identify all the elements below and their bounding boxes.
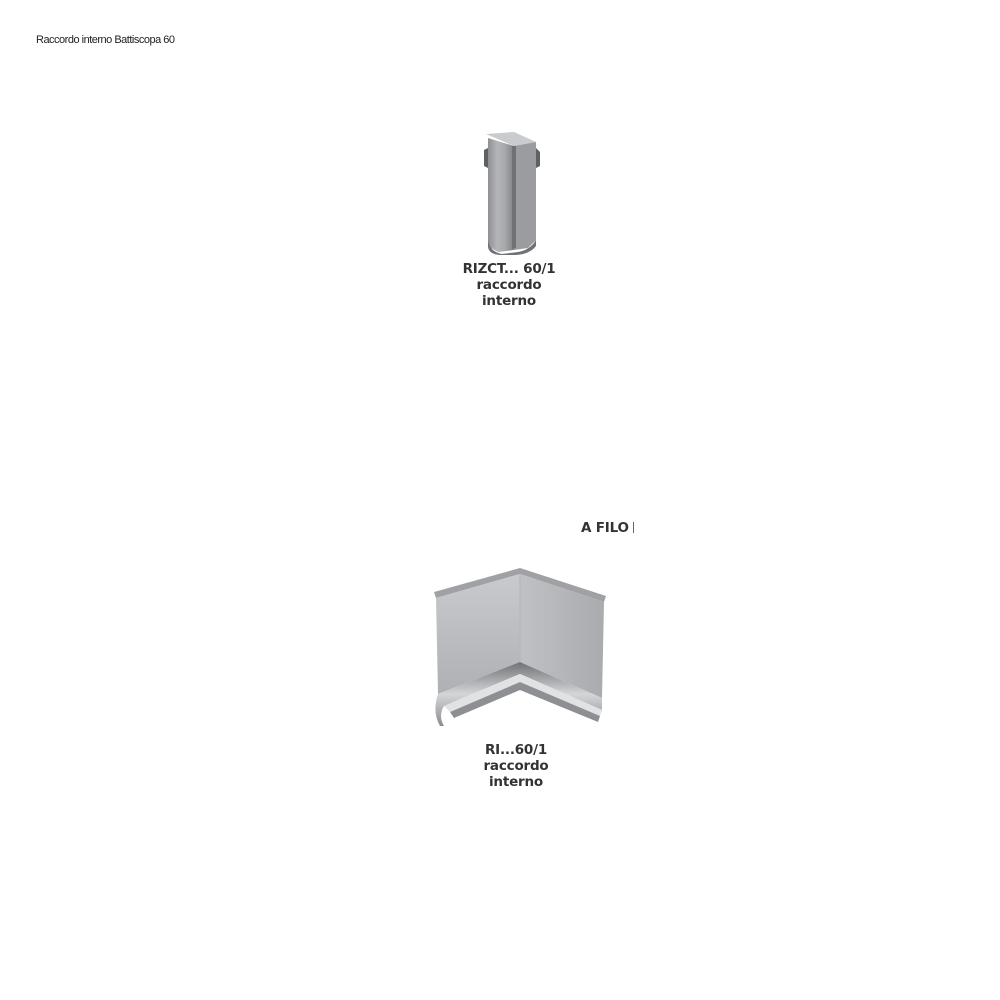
- product-image-rizct: [478, 128, 544, 256]
- page-title: Raccordo interno Battiscopa 60: [36, 34, 175, 46]
- product-image-ri: [430, 566, 610, 738]
- product-description-line1: raccordo: [483, 758, 549, 774]
- section-label-a-filo: [581, 520, 634, 536]
- divider-mark: [633, 522, 634, 533]
- product-caption-ri: [466, 742, 566, 790]
- product-code: RI...60/1: [484, 742, 548, 758]
- section-label-text: A FILO: [581, 520, 629, 536]
- inner-corner-narrow-piece-icon: [478, 128, 544, 256]
- inner-corner-wide-piece-icon: [430, 566, 610, 738]
- product-code: RIZCT... 60/1: [462, 261, 556, 277]
- product-description-line1: raccordo: [476, 277, 542, 293]
- product-caption-rizct: [460, 261, 558, 309]
- product-description-line2: interno: [482, 293, 536, 309]
- product-description-line2: interno: [489, 774, 543, 790]
